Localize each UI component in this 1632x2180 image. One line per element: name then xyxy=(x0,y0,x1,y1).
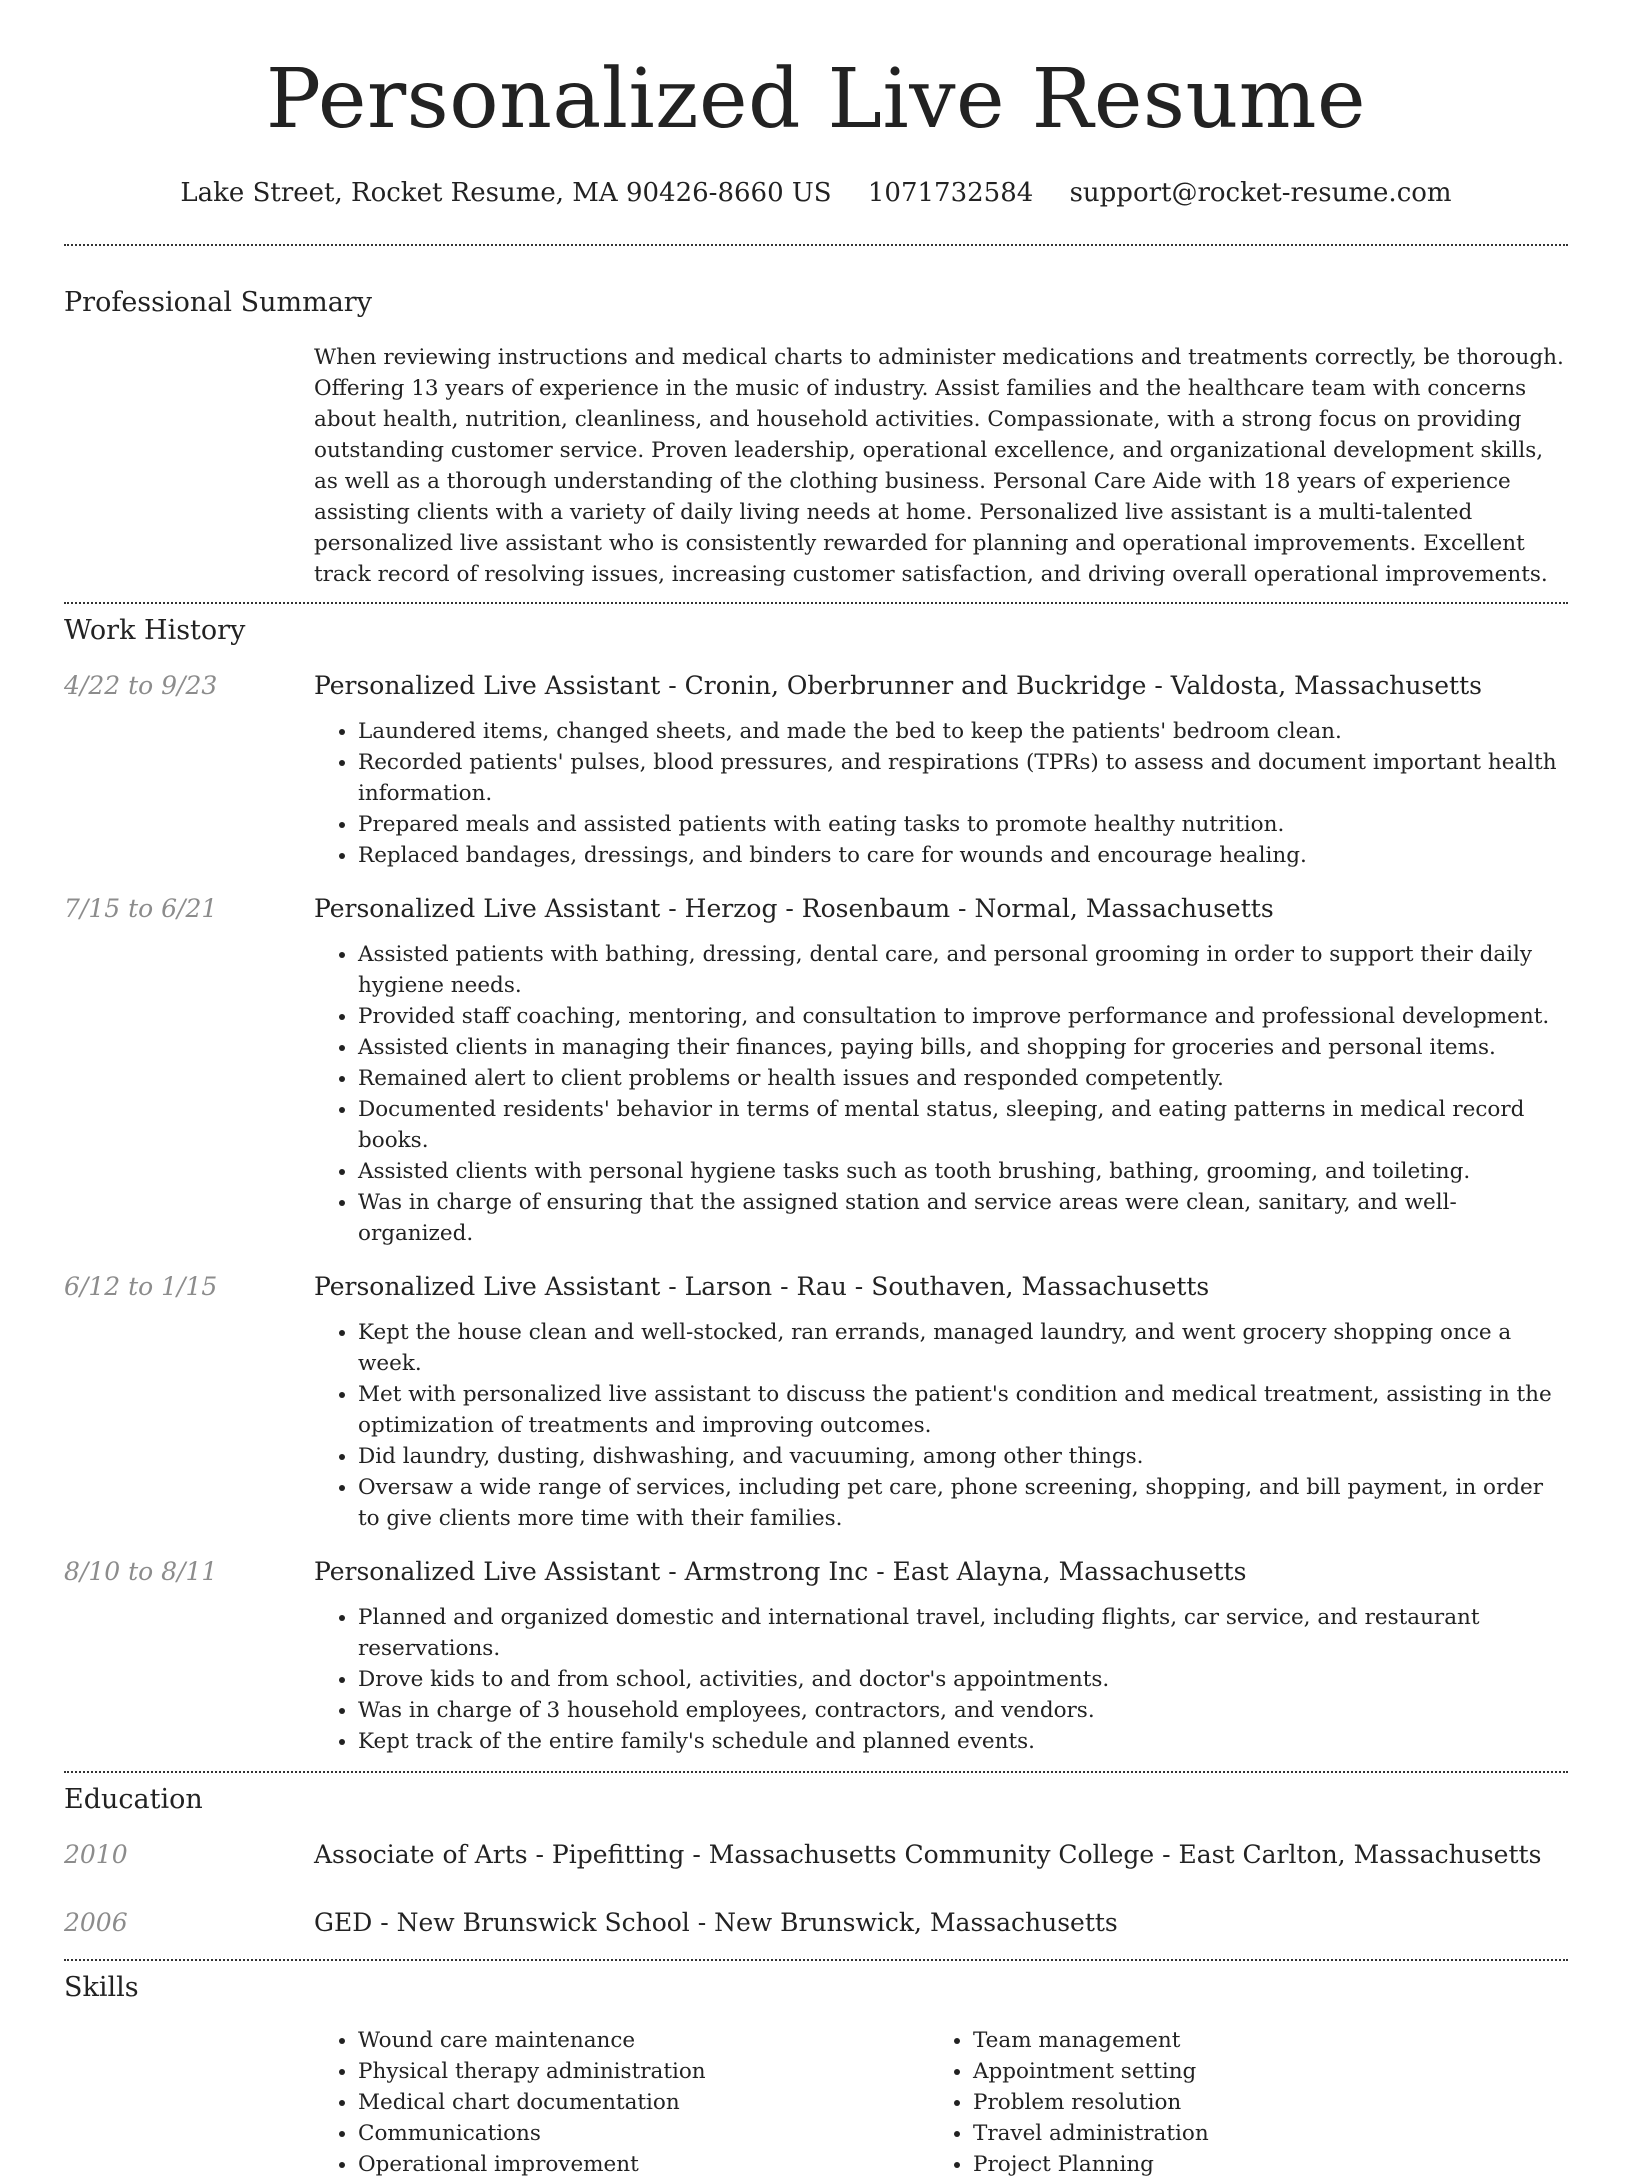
job-heading: Personalized Live Assistant - Cronin, Oberbrunner and Buckridge - Valdosta, Massachusetts xyxy=(314,671,1482,700)
job-bullet: • Kept track of the entire family's schedule and planned events. xyxy=(358,1726,1568,1757)
job-entry xyxy=(64,1271,1568,1534)
job-dates: 4/22 to 9/23 xyxy=(64,671,218,700)
job-entry xyxy=(64,1556,1568,1757)
skill-item: • Communications xyxy=(358,2118,929,2149)
job-bullet: • Recorded patients' pulses, blood pressures, and respirations (TPRs) to assess and document important health information. xyxy=(358,747,1568,809)
job-bullet: • Assisted clients with personal hygiene tasks such as tooth brushing, bathing, grooming, and toileting. xyxy=(358,1156,1568,1187)
skill-item: • Wound care maintenance xyxy=(358,2025,929,2056)
skill-item: • Travel administration xyxy=(973,2118,1568,2149)
job-bullet: • Remained alert to client problems or health issues and responded competently. xyxy=(358,1063,1568,1094)
job-bullet: • Met with personalized live assistant to discuss the patient's condition and medical treatment, assisting in the optimization of treatments and improving outcomes. xyxy=(358,1379,1568,1441)
job-dates: 7/15 to 6/21 xyxy=(64,894,218,923)
job-bullet: • Replaced bandages, dressings, and binders to care for wounds and encourage healing. xyxy=(358,840,1568,871)
skills-spacer xyxy=(64,2025,314,2180)
education-title: Education xyxy=(64,1784,203,1815)
education-entry xyxy=(64,1839,1568,1871)
job-bullet: • Oversaw a wide range of services, including pet care, phone screening, shopping, and bill payment, in order to give clients more time with their families. xyxy=(358,1472,1568,1534)
job-bullets xyxy=(314,939,1568,1249)
skills-list-left xyxy=(314,2025,929,2180)
skills-section xyxy=(64,1961,1568,2180)
education-year: 2010 xyxy=(64,1840,128,1869)
summary-title: Professional Summary xyxy=(64,287,372,318)
skill-item: • Problem resolution xyxy=(973,2087,1568,2118)
skill-item: • Appointment setting xyxy=(973,2056,1568,2087)
summary-section xyxy=(64,246,1568,590)
job-bullet: • Assisted clients in managing their finances, paying bills, and shopping for groceries and personal items. xyxy=(358,1032,1568,1063)
job-bullet: • Documented residents' behavior in terms of mental status, sleeping, and eating patterns in medical record books. xyxy=(358,1094,1568,1156)
job-bullets xyxy=(314,1317,1568,1534)
contact-email: support@rocket-resume.com xyxy=(1069,178,1452,208)
skill-item: • Operational improvement xyxy=(358,2149,929,2180)
contact-phone: 1071732584 xyxy=(867,178,1034,208)
job-bullet: • Provided staff coaching, mentoring, and consultation to improve performance and professional development. xyxy=(358,1001,1568,1032)
summary-spacer xyxy=(64,342,314,590)
job-bullet: • Assisted patients with bathing, dressing, dental care, and personal grooming in order to support their daily hygiene needs. xyxy=(358,939,1568,1001)
job-dates: 8/10 to 8/11 xyxy=(64,1557,218,1586)
job-bullet: • Drove kids to and from school, activities, and doctor's appointments. xyxy=(358,1664,1568,1695)
job-heading: Personalized Live Assistant - Larson - Rau - Southaven, Massachusetts xyxy=(314,1272,1210,1301)
job-bullet: • Was in charge of 3 household employees, contractors, and vendors. xyxy=(358,1695,1568,1726)
resume-name: Personalized Live Resume xyxy=(265,52,1367,147)
contact-address: Lake Street, Rocket Resume, MA 90426-8660 US xyxy=(180,178,832,208)
work-history-title: Work History xyxy=(64,615,246,646)
skills-title: Skills xyxy=(64,1972,139,2003)
job-bullet: • Laundered items, changed sheets, and made the bed to keep the patients' bedroom clean. xyxy=(358,716,1568,747)
job-bullet: • Kept the house clean and well-stocked, ran errands, managed laundry, and went grocery shopping once a week. xyxy=(358,1317,1568,1379)
job-bullet: • Did laundry, dusting, dishwashing, and vacuuming, among other things. xyxy=(358,1441,1568,1472)
skill-item: • Project Planning xyxy=(973,2149,1568,2180)
job-heading: Personalized Live Assistant - Armstrong Inc - East Alayna, Massachusetts xyxy=(314,1557,1247,1586)
contact-line xyxy=(0,176,1632,210)
skill-item: • Medical chart documentation xyxy=(358,2087,929,2118)
job-entry xyxy=(64,893,1568,1249)
job-bullet: • Planned and organized domestic and international travel, including flights, car service, and restaurant reservations. xyxy=(358,1602,1568,1664)
job-bullets xyxy=(314,716,1568,871)
resume-header xyxy=(0,0,1632,210)
job-bullet: • Was in charge of ensuring that the assigned station and service areas were clean, sanitary, and well-organized. xyxy=(358,1187,1568,1249)
work-history-section xyxy=(64,604,1568,1757)
skills-list-right xyxy=(929,2025,1568,2180)
job-bullet: • Prepared meals and assisted patients with eating tasks to promote healthy nutrition. xyxy=(358,809,1568,840)
education-year: 2006 xyxy=(64,1908,128,1937)
skill-item: • Team management xyxy=(973,2025,1568,2056)
skill-item: • Physical therapy administration xyxy=(358,2056,929,2087)
job-entry xyxy=(64,670,1568,871)
job-heading: Personalized Live Assistant - Herzog - Rosenbaum - Normal, Massachusetts xyxy=(314,894,1274,923)
education-text: GED - New Brunswick School - New Brunswick, Massachusetts xyxy=(314,1908,1118,1937)
job-bullets xyxy=(314,1602,1568,1757)
education-text: Associate of Arts - Pipefitting - Massachusetts Community College - East Carlton, Massachusetts xyxy=(314,1840,1542,1869)
job-dates: 6/12 to 1/15 xyxy=(64,1272,218,1301)
education-entry xyxy=(64,1907,1568,1939)
summary-text: When reviewing instructions and medical charts to administer medications and treatments correctly, be thorough. Offering 13 years of experience in the music of industry. Assist families and the healthcare team with concerns about health, nutrition, cleanliness, and household activities. Compassionate, with a strong focus on providing outstanding customer service. Proven leadership, operational excellence, and organizational development skills, as well as a thorough understanding of the clothing business. Personal Care Aide with 18 years of experience assisting clients with a variety of daily living needs at home. Personalized live assistant is a multi-talented personalized live assistant who is consistently rewarded for planning and operational improvements. Excellent track record of resolving issues, increasing customer satisfaction, and driving overall operational improvements. xyxy=(314,345,1564,587)
education-section xyxy=(64,1773,1568,1939)
